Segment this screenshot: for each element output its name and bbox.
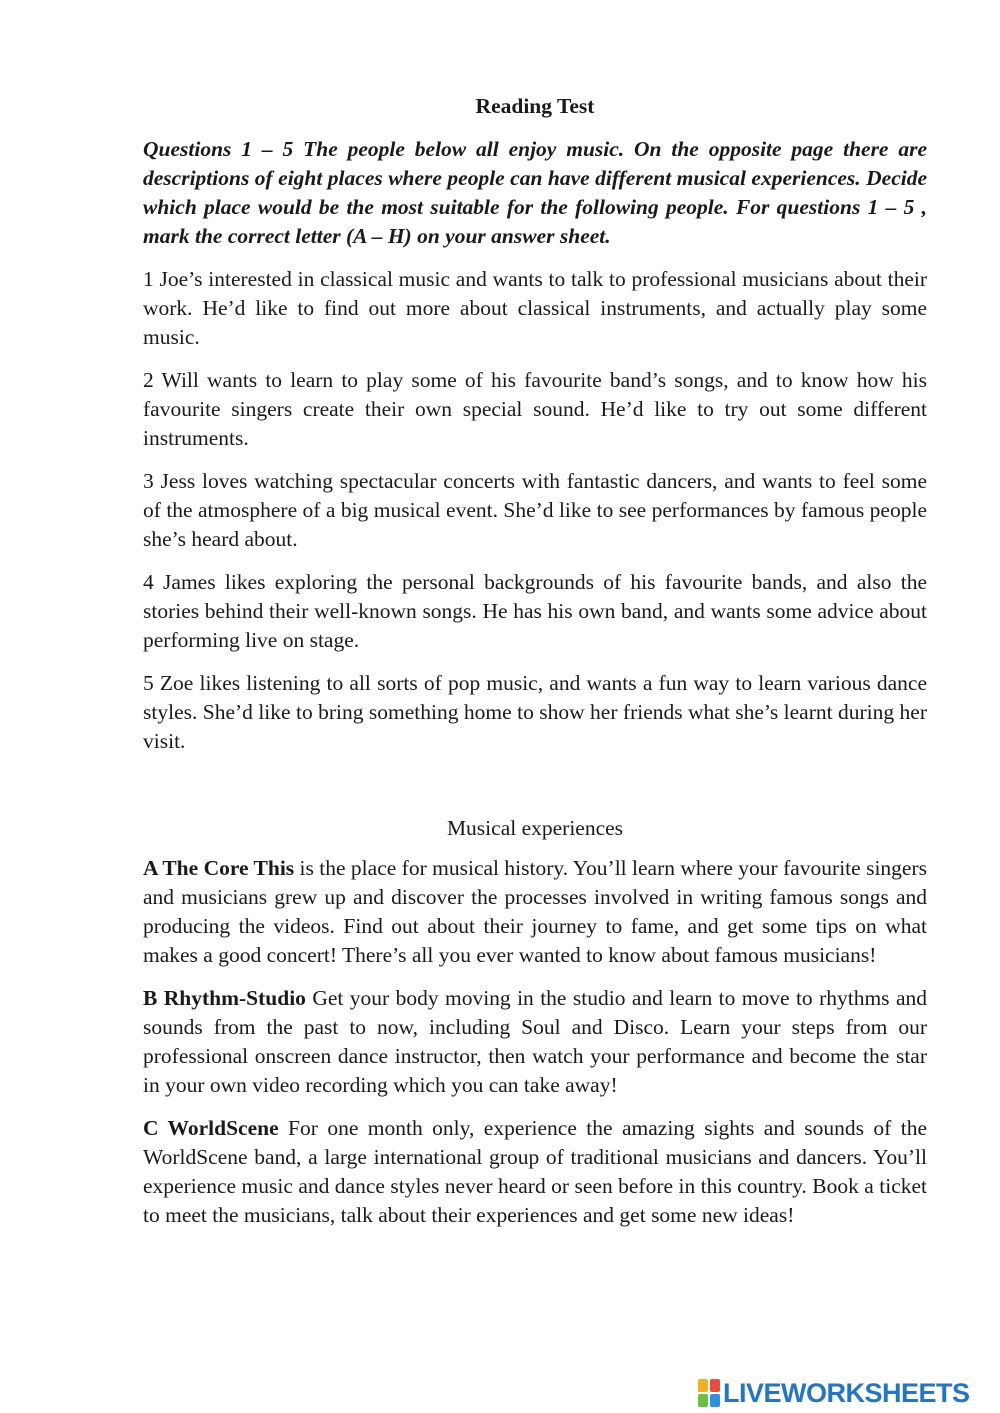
question-5: 5 Zoe likes listening to all sorts of pop music, and wants a fun way to learn various dance styles. She’d like to bring something home to show her friends what she’s learnt during her visit.: [143, 671, 927, 753]
place-a-heading: A The Core This: [143, 856, 295, 880]
question-2: 2 Will wants to learn to play some of his favourite band’s songs, and to know how his favourite singers create their own special sound. He’d like to try out some different instruments.: [143, 368, 927, 450]
place-b-text: Get your body moving in the studio and learn to move to rhythms and sounds from the past to now, including Soul and Disco. Learn your steps from our professional onscreen dance instructor, then watch your performance and become the star in your own video recording which you can take away!: [143, 986, 927, 1097]
logo-tile-icon: [698, 1379, 708, 1392]
logo-tile-icon: [710, 1394, 720, 1407]
instructions: Questions 1 – 5 The people below all enjoy music. On the opposite page there are descriptions of eight places where people can have different musical experiences. Decide which place would be the most suitable for the following people. For questions 1 – 5 , mark the correct letter (A – H) on your answer sheet.: [143, 137, 927, 248]
liveworksheets-logo-icon: [698, 1379, 720, 1407]
logo-tile-icon: [698, 1394, 708, 1407]
liveworksheets-logo-text: LIVEWORKSHEETS: [723, 1378, 970, 1408]
place-b: [143, 984, 927, 1100]
place-a-text: is the place for musical history. You’ll learn where your favourite singers and musicians grew up and discover the processes involved in writing famous songs and producing the videos. Find out about their journey to fame, and get some tips on what makes a good concert! There’s all you ever wanted to know about famous musicians!: [143, 856, 927, 967]
place-a: [143, 854, 927, 970]
question-4: 4 James likes exploring the personal backgrounds of his favourite bands, and also the stories behind their well-known songs. He has his own band, and wants some advice about performing live on stage.: [143, 570, 927, 652]
worksheet-page: [143, 92, 927, 1244]
liveworksheets-logo: [698, 1378, 970, 1408]
place-c: [143, 1114, 927, 1230]
question-1: 1 Joe’s interested in classical music and wants to talk to professional musicians about their work. He’d like to find out more about classical instruments, and actually play some music.: [143, 267, 927, 349]
logo-tile-icon: [710, 1379, 720, 1392]
place-c-heading: C WorldScene: [143, 1116, 279, 1140]
place-c-text: For one month only, experience the amazing sights and sounds of the WorldScene band, a large international group of traditional musicians and dancers. You’ll experience music and dance styles never heard or seen before in this country. Book a ticket to meet the musicians, talk about their experiences and get some new ideas!: [143, 1116, 927, 1227]
page-title: Reading Test: [475, 94, 595, 118]
place-b-heading: B Rhythm-Studio: [143, 986, 306, 1010]
section-title: Musical experiences: [446, 816, 624, 840]
question-3: 3 Jess loves watching spectacular concerts with fantastic dancers, and wants to feel some of the atmosphere of a big musical event. She’d like to see performances by famous people she’s heard about.: [143, 469, 927, 551]
